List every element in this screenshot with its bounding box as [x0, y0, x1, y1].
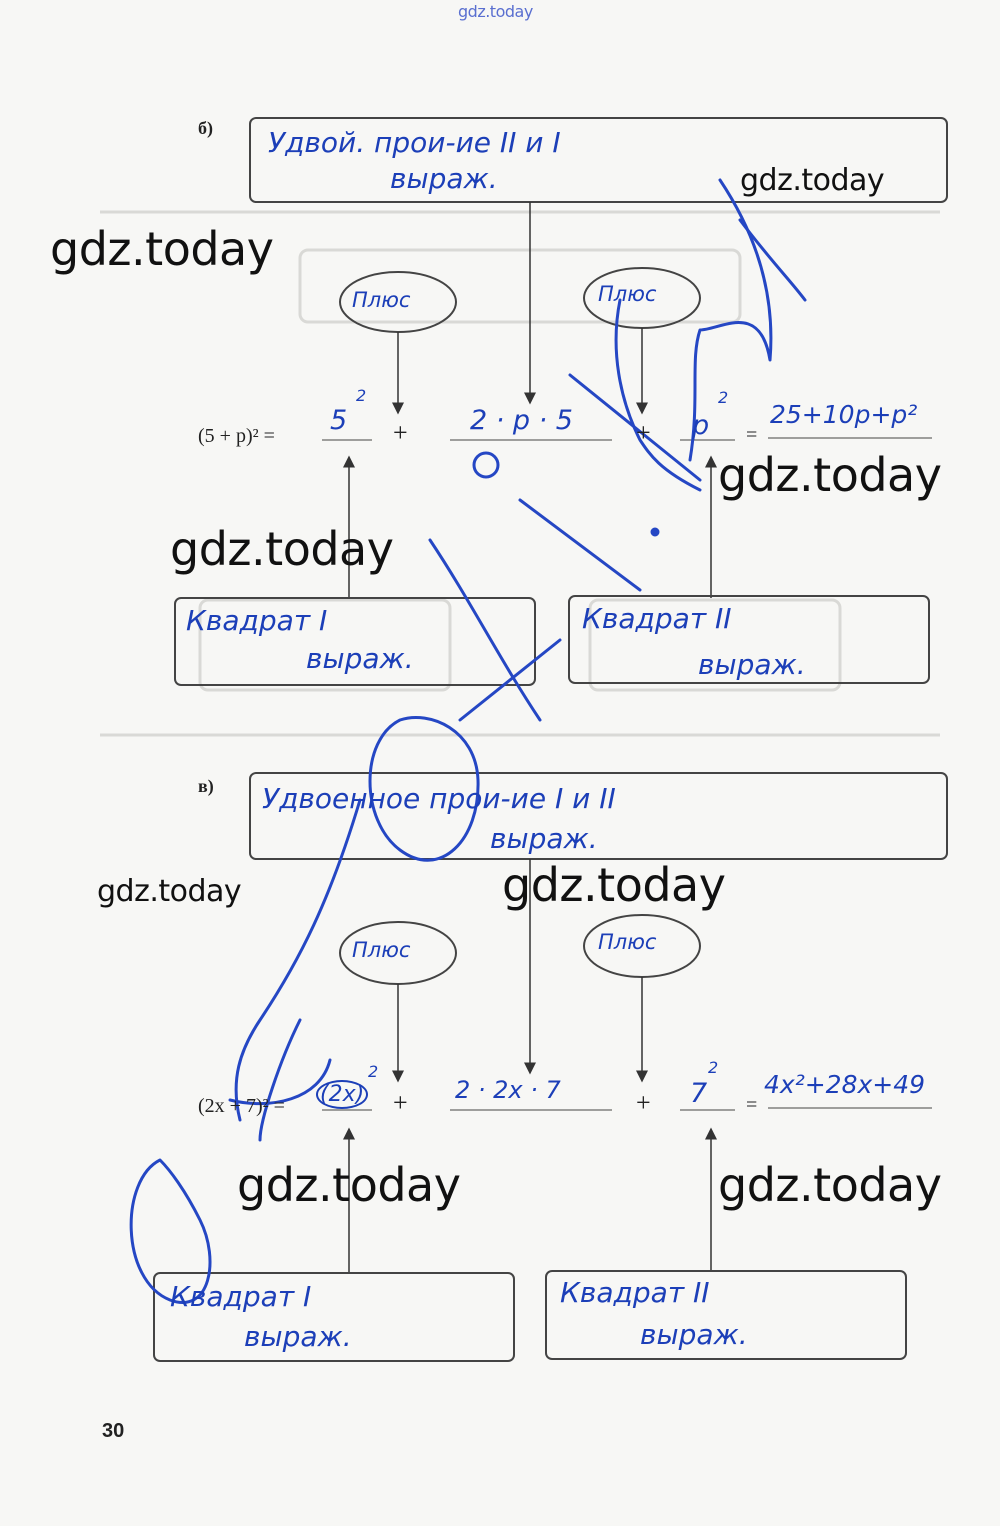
v-term3: 7 [690, 1078, 708, 1109]
b-oval-right-text: Плюс [598, 282, 657, 306]
v-oval-right-text: Плюс [598, 930, 657, 954]
b-bottom-left-line2: выраж. [306, 642, 414, 675]
b-top-box-line2: выраж. [390, 162, 498, 195]
watermark: gdz.today [718, 1158, 942, 1212]
pen-scribbles [131, 180, 805, 1303]
watermark: gdz.today [718, 448, 942, 502]
b-formula: (5 + p)² = [198, 425, 275, 447]
b-result: 25+10p+p² [770, 400, 918, 429]
v-term3-exp: 2 [708, 1058, 719, 1077]
v-plus2: + [636, 1088, 651, 1117]
watermark-top: gdz.today [458, 2, 533, 21]
b-term3: p [692, 410, 710, 441]
b-term2: 2 · p · 5 [470, 405, 573, 436]
watermark: gdz.today [502, 858, 726, 912]
b-equals: = [746, 424, 758, 446]
v-bottom-left-line1: Квадрат I [170, 1280, 312, 1313]
b-plus2: + [636, 418, 651, 447]
v-bottom-right-line1: Квадрат II [560, 1276, 710, 1309]
watermark: gdz.today [740, 163, 885, 198]
v-top-box-line1: Удвоенное прои-ие I и II [262, 782, 616, 815]
b-bottom-right-line1: Квадрат II [582, 602, 732, 635]
v-equals: = [746, 1094, 758, 1116]
b-bottom-left-line1: Квадрат I [186, 604, 328, 637]
b-oval-left-text: Плюс [352, 288, 411, 312]
b-term3-exp: 2 [718, 388, 729, 407]
b-term1: 5 [330, 405, 348, 436]
v-term2: 2 · 2x · 7 [455, 1076, 561, 1104]
section-b-label: б) [198, 118, 213, 138]
b-top-box-line1: Удвой. прои-ие II и I [268, 126, 561, 159]
v-top-box-line2: выраж. [490, 822, 598, 855]
v-oval-left-text: Плюс [352, 938, 411, 962]
v-formula: (2x + 7)² = [198, 1095, 285, 1117]
b-term1-exp: 2 [356, 386, 367, 405]
watermark: gdz.today [97, 874, 242, 909]
watermark: gdz.today [50, 222, 274, 276]
page-number: 30 [102, 1420, 125, 1442]
v-plus1: + [393, 1088, 408, 1117]
b-bottom-right-line2: выраж. [698, 648, 806, 681]
watermark: gdz.today [170, 522, 394, 576]
v-term1-exp: 2 [368, 1062, 379, 1081]
v-result: 4x²+28x+49 [764, 1070, 926, 1099]
v-term1: (2x) [316, 1080, 368, 1109]
section-v-label: в) [198, 776, 214, 796]
v-bottom-left-line2: выраж. [244, 1320, 352, 1353]
v-bottom-right-line2: выраж. [640, 1318, 748, 1351]
b-plus1: + [393, 418, 408, 447]
watermark: gdz.today [237, 1158, 461, 1212]
